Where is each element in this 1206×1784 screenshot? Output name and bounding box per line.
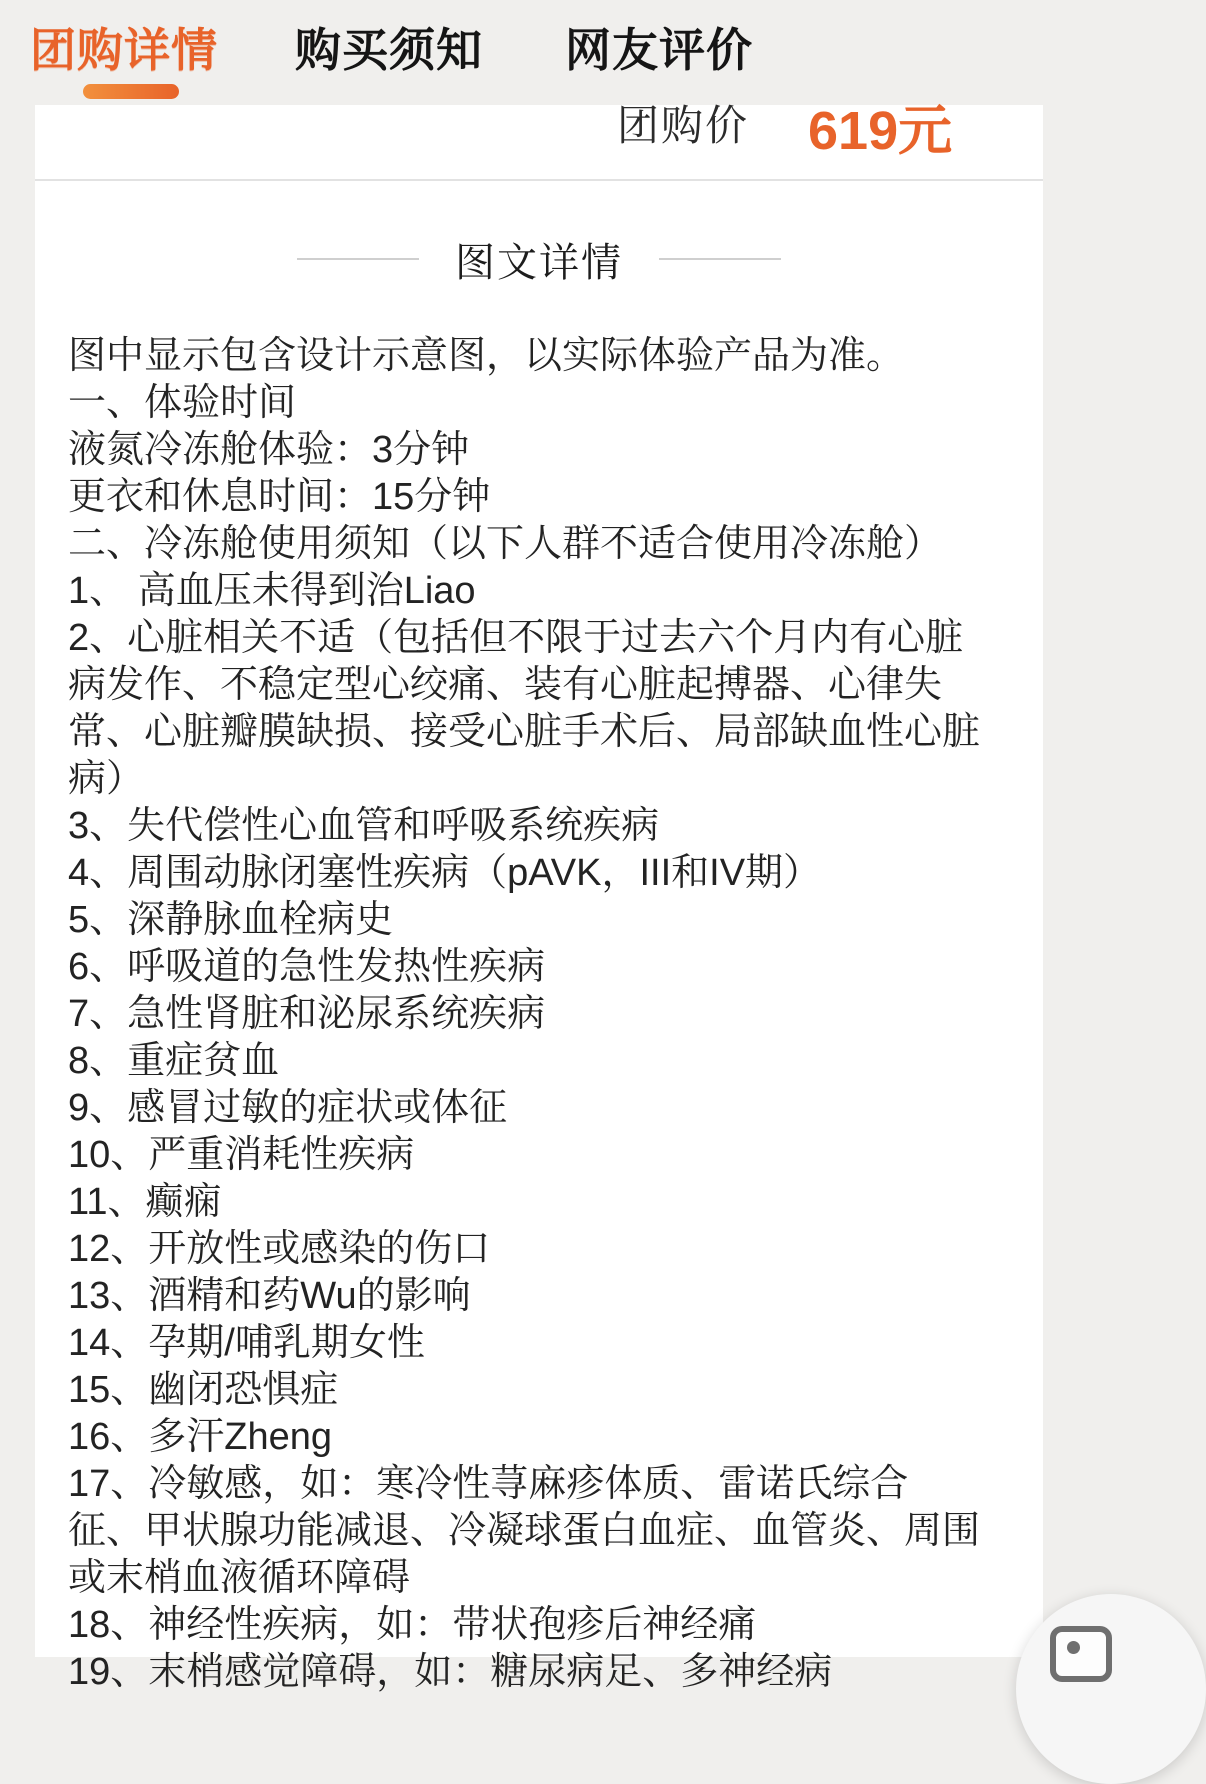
- detail-line: 图中显示包含设计示意图，以实际体验产品为准。: [68, 335, 905, 377]
- detail-line: 1、 高血压未得到治Liao: [68, 570, 476, 612]
- detail-line: 10、严重消耗性疾病: [68, 1134, 415, 1176]
- detail-line: 8、重症贫血: [68, 1040, 280, 1082]
- detail-line: 13、酒精和药Wu的影响: [68, 1275, 471, 1317]
- section-header: [35, 233, 1043, 285]
- group-price-label: 团购价: [617, 102, 750, 149]
- detail-line: 12、开放性或感染的伤口: [68, 1228, 491, 1270]
- active-tab-indicator: [83, 84, 179, 99]
- detail-line: 6、呼吸道的急性发热性疾病: [68, 946, 546, 988]
- detail-line: 9、感冒过敏的症状或体征: [68, 1087, 508, 1129]
- group-price-value: 619元: [808, 101, 953, 161]
- tab-purchase-notes[interactable]: 购买须知: [295, 24, 483, 76]
- floating-action-button[interactable]: [1016, 1594, 1206, 1784]
- detail-line: 15、幽闭恐惧症: [68, 1369, 339, 1411]
- detail-line: 14、孕期/哺乳期女性: [68, 1322, 425, 1364]
- detail-line: 5、深静脉血栓病史: [68, 899, 394, 941]
- detail-line: 3、失代偿性心血管和呼吸系统疾病: [68, 805, 660, 847]
- detail-line: 16、多汗Zheng: [68, 1416, 333, 1458]
- tab-groupbuy-details[interactable]: 团购详情: [30, 24, 218, 76]
- detail-line: 11、癫痫: [68, 1181, 222, 1223]
- detail-line: 4、周围动脉闭塞性疾病（pAVK，III和IV期）: [68, 852, 822, 894]
- detail-card: [35, 101, 1043, 1693]
- detail-line: 2、心脏相关不适（包括但不限于过去六个月内有心脏病发作、不稳定型心绞痛、装有心脏起搏器、心律失常、心脏瓣膜缺损、接受心脏手术后、局部缺血性心脏病）: [68, 617, 981, 800]
- detail-line: 二、冷冻舱使用须知（以下人群不适合使用冷冻舱）: [68, 523, 943, 565]
- detail-line: 17、冷敏感，如：寒冷性荨麻疹体质、雷诺氏综合征、甲状腺功能减退、冷凝球蛋白血症、血管炎、周围或末梢血液循环障碍: [68, 1463, 981, 1599]
- tab-user-reviews[interactable]: 网友评价: [565, 24, 753, 76]
- screenshot-icon: [1050, 1626, 1112, 1682]
- detail-line: 一、体验时间: [68, 382, 297, 424]
- header-line-left: [297, 258, 419, 260]
- detail-line: 7、急性肾脏和泌尿系统疾病: [68, 993, 546, 1035]
- detail-line: 液氮冷冻舱体验：3分钟: [68, 429, 470, 471]
- detail-text: [68, 333, 984, 1696]
- detail-line: 18、神经性疾病，如：带状孢疹后神经痛: [68, 1604, 757, 1646]
- divider: [35, 179, 1043, 181]
- detail-line: 更衣和休息时间：15分钟: [68, 476, 491, 518]
- detail-line: 19、末梢感觉障碍，如：糖尿病足、多神经病: [68, 1651, 833, 1693]
- section-title: 图文详情: [455, 240, 623, 285]
- header-line-right: [659, 258, 781, 260]
